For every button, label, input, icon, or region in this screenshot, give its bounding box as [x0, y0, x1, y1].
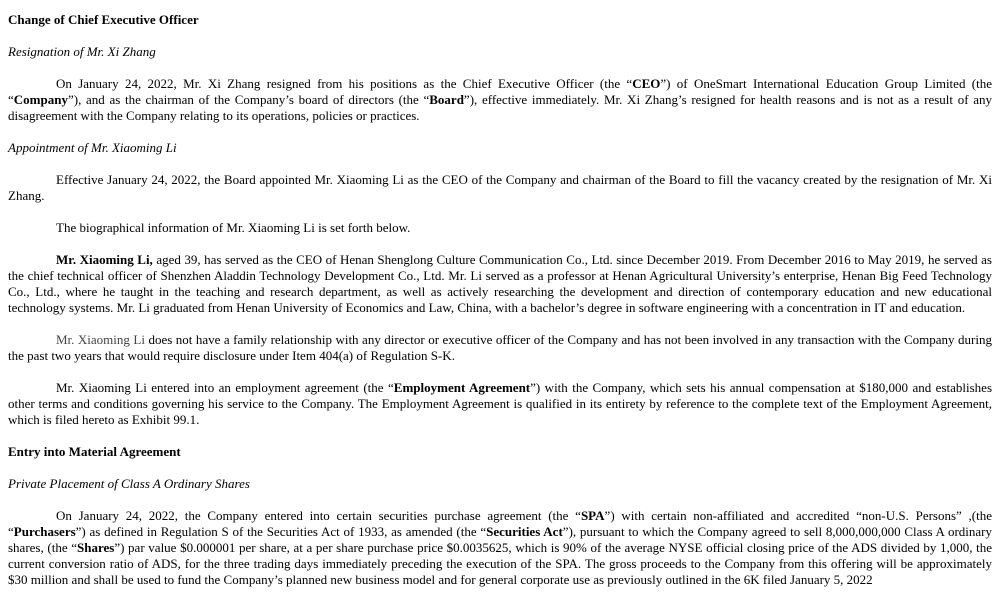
defined-term-ceo: CEO — [632, 76, 661, 91]
text-run: does not have a family relationship with any director or executive officer of the Company and has not been involved in any transaction with the Company during the past two years that would require disclosure under Item 404(a) of Regulation S-K. — [8, 332, 992, 363]
paragraph-biography — [8, 252, 992, 316]
paragraph-no-relationship — [8, 332, 992, 364]
text-run: ”) with certain non-affiliated and accredited “non-U.S. Persons” ,(the “ — [8, 508, 993, 539]
text-run: ”) with the Company, which sets his annual compensation at $180,000 and establishes other terms and conditions governing his service to the Company. The Employment Agreement is qualified in its entirety by reference to the complete text of the Employment Agreement, which is filed hereto as Exhibit 99.1. — [8, 380, 992, 427]
defined-term-spa: SPA — [580, 508, 605, 523]
paragraph-private-placement — [8, 508, 992, 588]
defined-term-purchasers: Purchasers — [13, 524, 76, 539]
defined-term-securities-act: Securities Act — [486, 524, 563, 539]
defined-term-company: Company — [13, 92, 68, 107]
text-run: ”), pursuant to which the Company agreed to sell 8,000,000,000 Class A ordinary shares, (the “ — [8, 524, 993, 555]
text-run: On January 24, 2022, Mr. Xi Zhang resigned from his positions as the Chief Executive Officer (the “ — [56, 76, 633, 91]
paragraph-bio-intro — [8, 220, 992, 236]
text-run: ”), and as the chairman of the Company’s board of directors (the “ — [67, 92, 430, 107]
bio-name: Mr. Xiaoming Li, — [56, 252, 153, 267]
paragraph-appointment — [8, 172, 992, 204]
text-run: aged 39, has served as the CEO of Henan Shenglong Culture Communication Co., Ltd. since December 2019. From December 2016 to May 2019, he served as the chief technical officer of Shenzhen Aladdin Technology Development Co., Ltd. Mr. Li served as a professor at Henan Agricultural University’s enterprise, Henan Big Feed Technology Co., Ltd., where he taught in the teaching and research department, as well as actively researching the development and direction of contemporary education and new educational technology systems. Mr. Li graduated from Henan University of Economics and Law, China, with a bachelor’s degree in software engineering with a concentration in IT and education. — [8, 252, 992, 315]
text-run: Mr. Xiaoming Li entered into an employment agreement (the “ — [56, 380, 394, 395]
defined-term-shares: Shares — [77, 540, 115, 555]
defined-term-employment-agreement: Employment Agreement — [393, 380, 531, 395]
subheading-resignation: Resignation of Mr. Xi Zhang — [8, 44, 156, 59]
subheading-private-placement: Private Placement of Class A Ordinary Shares — [8, 476, 250, 491]
section-heading-material-agreement: Entry into Material Agreement — [8, 444, 181, 459]
text-run: On January 24, 2022, the Company entered into certain securities purchase agreement (the “ — [56, 508, 581, 523]
paragraph-resignation — [8, 76, 992, 124]
defined-term-board: Board — [429, 92, 464, 107]
text-run: The biographical information of Mr. Xiaoming Li is set forth below. — [56, 220, 411, 235]
text-run: ”), effective immediately. Mr. Xi Zhang’s resigned for health reasons and is not as a result of any disagreement with the Company relating to its operations, policies or practices. — [8, 92, 992, 123]
subheading-appointment: Appointment of Mr. Xiaoming Li — [8, 140, 177, 155]
section-heading-change-of-ceo: Change of Chief Executive Officer — [8, 12, 199, 27]
text-run: Effective January 24, 2022, the Board appointed Mr. Xiaoming Li as the CEO of the Company and chairman of the Board to fill the vacancy created by the resignation of Mr. Xi Zhang. — [8, 172, 992, 203]
text-run-name: Mr. Xiaoming Li — [56, 332, 145, 347]
text-run: ”) as defined in Regulation S of the Securities Act of 1933, as amended (the “ — [75, 524, 487, 539]
text-run: ”) par value $0.000001 per share, at a per share purchase price $0.0035625, which is 90% of the average NYSE official closing price of the ADS divided by 1,000, the current conversion ratio of ADS, for the three trading days immediately preceding the execution of the SPA. The gross proceeds to the Company from this offering will be approximately $30 million and shall be used to fund the Company’s planned new business model and for general corporate use as previously outlined in the 6K filed January 5, 2022 — [8, 540, 993, 587]
paragraph-employment-agreement — [8, 380, 992, 428]
text-run: ”) of OneSmart International Education Group Limited (the “ — [8, 76, 992, 107]
